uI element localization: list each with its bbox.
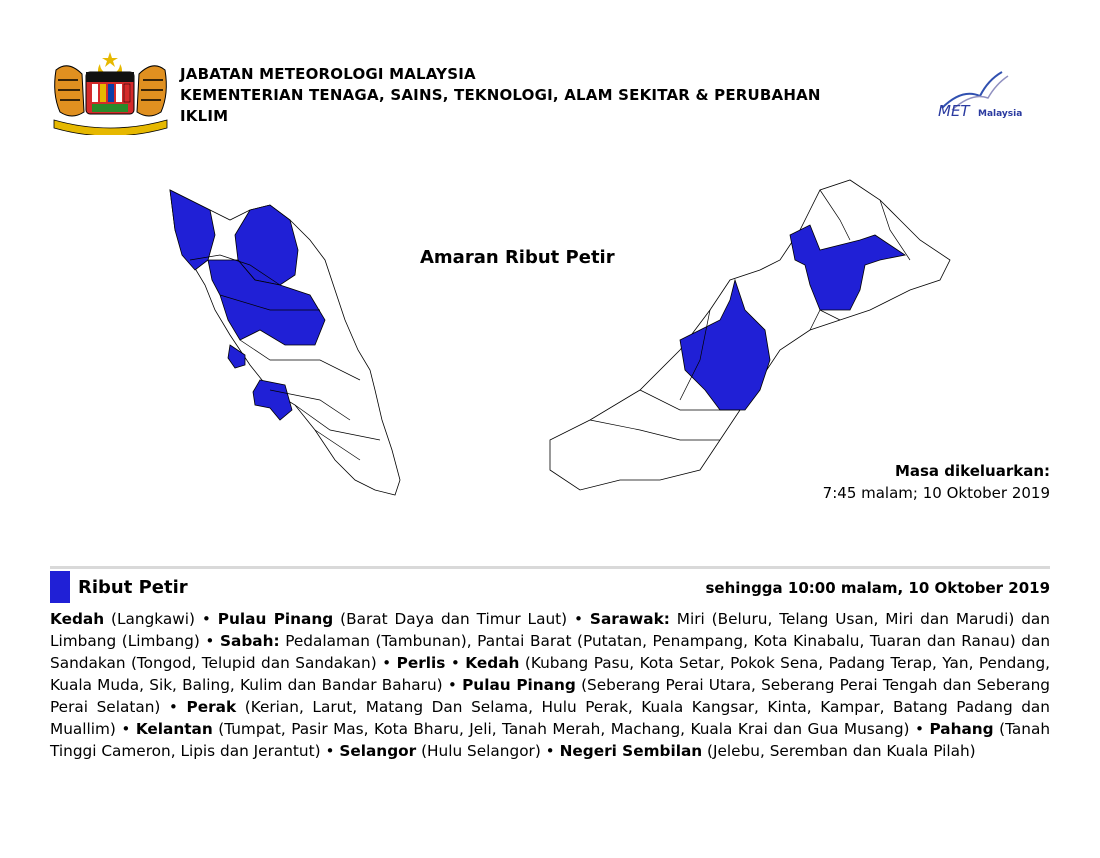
area-places: (Barat Daya dan Timur Laut)	[333, 610, 568, 628]
area-places: (Tanah Tinggi Cameron, Lipis dan Jerantut)	[50, 720, 1051, 760]
peninsular-malaysia	[170, 190, 400, 495]
area-state: Kedah	[465, 654, 520, 672]
area-state: Perak	[186, 698, 237, 716]
area-state: Pulau Pinang	[217, 610, 334, 628]
affected-areas: Kedah (Langkawi) • Pulau Pinang (Barat Daya dan Timur Laut) • Sarawak: Miri (Beluru, Telang Usan, Miri dan Marudi) dan Limbang (Limbang) • Sabah: Pedalaman (Tambunan), Pantai Barat (Putatan, Penampang, Kota Kinabalu, Tuaran dan Ranau) dan Sandakan (Tongod, Telupid dan Sandakan) • Perlis • Kedah (Kubang Pasu, Kota Setar, Pokok Sena, Padang Terap, Yan, Pendang, Kuala Muda, Sik, Baling, Kulim dan Bandar Baharu) • Pulau Pinang (Seberang Perai Utara, Seberang Perai Tengah dan Seberang Perai Selatan) • Perak (Kerian, Larut, Matang Dan Selama, Hulu Perak, Kuala Kangsar, Kinta, Kampar, Batang Padang dan Muallim) • Kelantan (Tumpat, Pasir Mas, Kota Bharu, Jeli, Tanah Merah, Machang, Kuala Krai dan Gua Musang) • Pahang (Tanah Tinggi Cameron, Lipis dan Jerantut) • Selangor (Hulu Selangor) • Negeri Sembilan (Jelebu, Seremban dan Kuala Pilah)	[50, 610, 1051, 760]
org-name: JABATAN METEOROLOGI MALAYSIA	[180, 65, 476, 83]
area-state: Pahang	[929, 720, 994, 738]
met-logo-text: MET	[938, 102, 970, 120]
area-places: (Seberang Perai Utara, Seberang Perai Tengah dan Seberang Perai Selatan)	[50, 676, 1051, 716]
ministry-name: KEMENTERIAN TENAGA, SAINS, TEKNOLOGI, ALAM SEKITAR & PERUBAHAN	[180, 86, 821, 104]
warning-map	[120, 160, 980, 520]
area-places: (Hulu Selangor)	[416, 742, 541, 760]
area-state: Sarawak:	[589, 610, 670, 628]
area-state: Perlis	[396, 654, 446, 672]
area-places: (Langkawi)	[104, 610, 195, 628]
area-places: (Tumpat, Pasir Mas, Kota Bharu, Jeli, Tanah Merah, Machang, Kuala Krai dan Gua Musang)	[212, 720, 910, 738]
area-state: Pulau Pinang	[462, 676, 576, 694]
east-malaysia	[550, 180, 950, 490]
area-state: Negeri Sembilan	[559, 742, 703, 760]
area-state: Kedah	[50, 610, 105, 628]
area-places: (Kerian, Larut, Matang Dan Selama, Hulu Perak, Kuala Kangsar, Kinta, Kampar, Batang Padang dan Muallim)	[50, 698, 1050, 738]
area-places: (Jelebu, Seremban dan Kuala Pilah)	[702, 742, 976, 760]
legend-label: Ribut Petir	[78, 577, 188, 598]
coat-of-arms-icon	[48, 50, 173, 135]
ministry-name-cont: IKLIM	[180, 107, 229, 125]
divider	[50, 566, 1050, 569]
area-places: Pedalaman (Tambunan), Pantai Barat (Putatan, Penampang, Kota Kinabalu, Tuaran dan Ranau) dan Sandakan (Tongod, Telupid dan Sandakan)	[50, 632, 1051, 672]
issued-label: Masa dikeluarkan:	[894, 462, 1050, 480]
met-logo-sub: Malaysia	[978, 109, 1023, 119]
map-title: Amaran Ribut Petir	[420, 247, 615, 268]
met-malaysia-logo	[932, 66, 1050, 122]
area-places: Miri (Beluru, Telang Usan, Miri dan Marudi) dan Limbang (Limbang)	[50, 610, 1050, 650]
valid-until: sehingga 10:00 malam, 10 Oktober 2019	[705, 579, 1050, 597]
area-state: Selangor	[339, 742, 417, 760]
area-state: Sabah:	[220, 632, 280, 650]
issued-time: 7:45 malam; 10 Oktober 2019	[822, 484, 1050, 502]
warn-kedah-perlis	[170, 190, 215, 270]
area-state: Kelantan	[135, 720, 213, 738]
area-places: (Kubang Pasu, Kota Setar, Pokok Sena, Padang Terap, Yan, Pendang, Kuala Muda, Sik, Baling, Kulim dan Bandar Baharu)	[50, 654, 1051, 694]
legend-swatch	[50, 571, 70, 603]
